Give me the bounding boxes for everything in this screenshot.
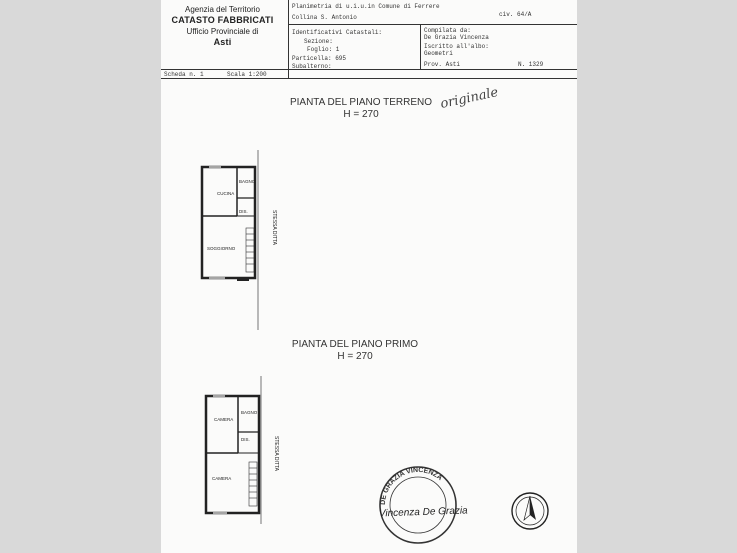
room-label-bagno: BAGNO [239,179,256,184]
header-divider [288,24,577,25]
originale-handwriting: originale [439,85,500,112]
stamp-inner-ring [390,477,446,533]
particella-text: Particella: 695 [292,55,347,62]
header-divider [420,24,421,70]
header-divider [288,0,289,78]
civ-text: civ. 64/A [499,11,532,18]
room-label-soggiorno: SOGGIORNO [207,246,236,251]
scheda-text: Scheda n. 1 [164,71,204,78]
agency-line2: CATASTO FABBRICATI [171,15,274,25]
professional-stamp [371,460,481,550]
first-floor-plan [191,376,291,526]
entrance-step [237,278,249,281]
agency-line3: Ufficio Provinciale di [186,27,259,36]
compilata-label: Compilata da: [424,27,471,34]
sheet-header [161,0,577,78]
iscritto-label: Iscritto all'albo: [424,43,489,50]
first-floor-height: H = 270 [337,351,373,362]
agency-block [161,4,284,48]
agency-line1: Agenzia del Territorio [184,5,260,14]
first-floor-title [255,339,455,363]
header-divider [161,78,577,79]
stessa-ditta-label: STESSA DITTA [273,436,279,471]
albo-text: Geometri [424,50,453,57]
first-stairs [249,462,257,506]
ground-floor-plan [191,150,291,335]
header-divider [161,69,577,70]
signature: Vincenza De Grazia [378,505,468,520]
address-text: Collina S. Antonio [292,14,357,21]
header-divider [288,69,289,78]
planimetria-text: Planimetria di u.i.u.in Comune di Ferrere [292,3,440,10]
room-label-dis: DIS. [241,437,250,442]
sezione-text: Sezione: [304,38,333,45]
stessa-ditta-label: STESSA DITTA [271,210,277,245]
scala-text: Scala 1:200 [227,71,267,78]
subalterno-text: Subalterno: [292,63,332,70]
room-label-camera-2: CAMERA [212,476,232,481]
foglio-text: Foglio: 1 [307,46,340,53]
ground-stairs [246,228,254,272]
room-label-dis: DIS. [239,209,248,214]
numero-text: N. 1329 [518,61,544,68]
room-label-camera-1: CAMERA [214,417,234,422]
ground-floor-title-text: PIANTA DEL PIANO TERRENO [289,97,433,108]
room-label-bagno: BAGNO [241,410,258,415]
first-floor-title-text: PIANTA DEL PIANO PRIMO [291,339,419,350]
ident-label: Identificativi Catastali: [292,29,383,36]
north-arrow-icon [509,490,551,532]
prov-text: Prov. Asti [424,61,461,68]
agency-line4: Asti [213,37,232,47]
stamp-text: DE GRAZIA VINCENZA [379,466,444,506]
room-label-cucina: CUCINA [217,191,235,196]
cadastral-sheet [161,0,577,553]
compilatore-text: De Grazia Vincenza [424,34,489,41]
ground-floor-height: H = 270 [343,109,379,120]
ground-floor-title [261,97,461,121]
